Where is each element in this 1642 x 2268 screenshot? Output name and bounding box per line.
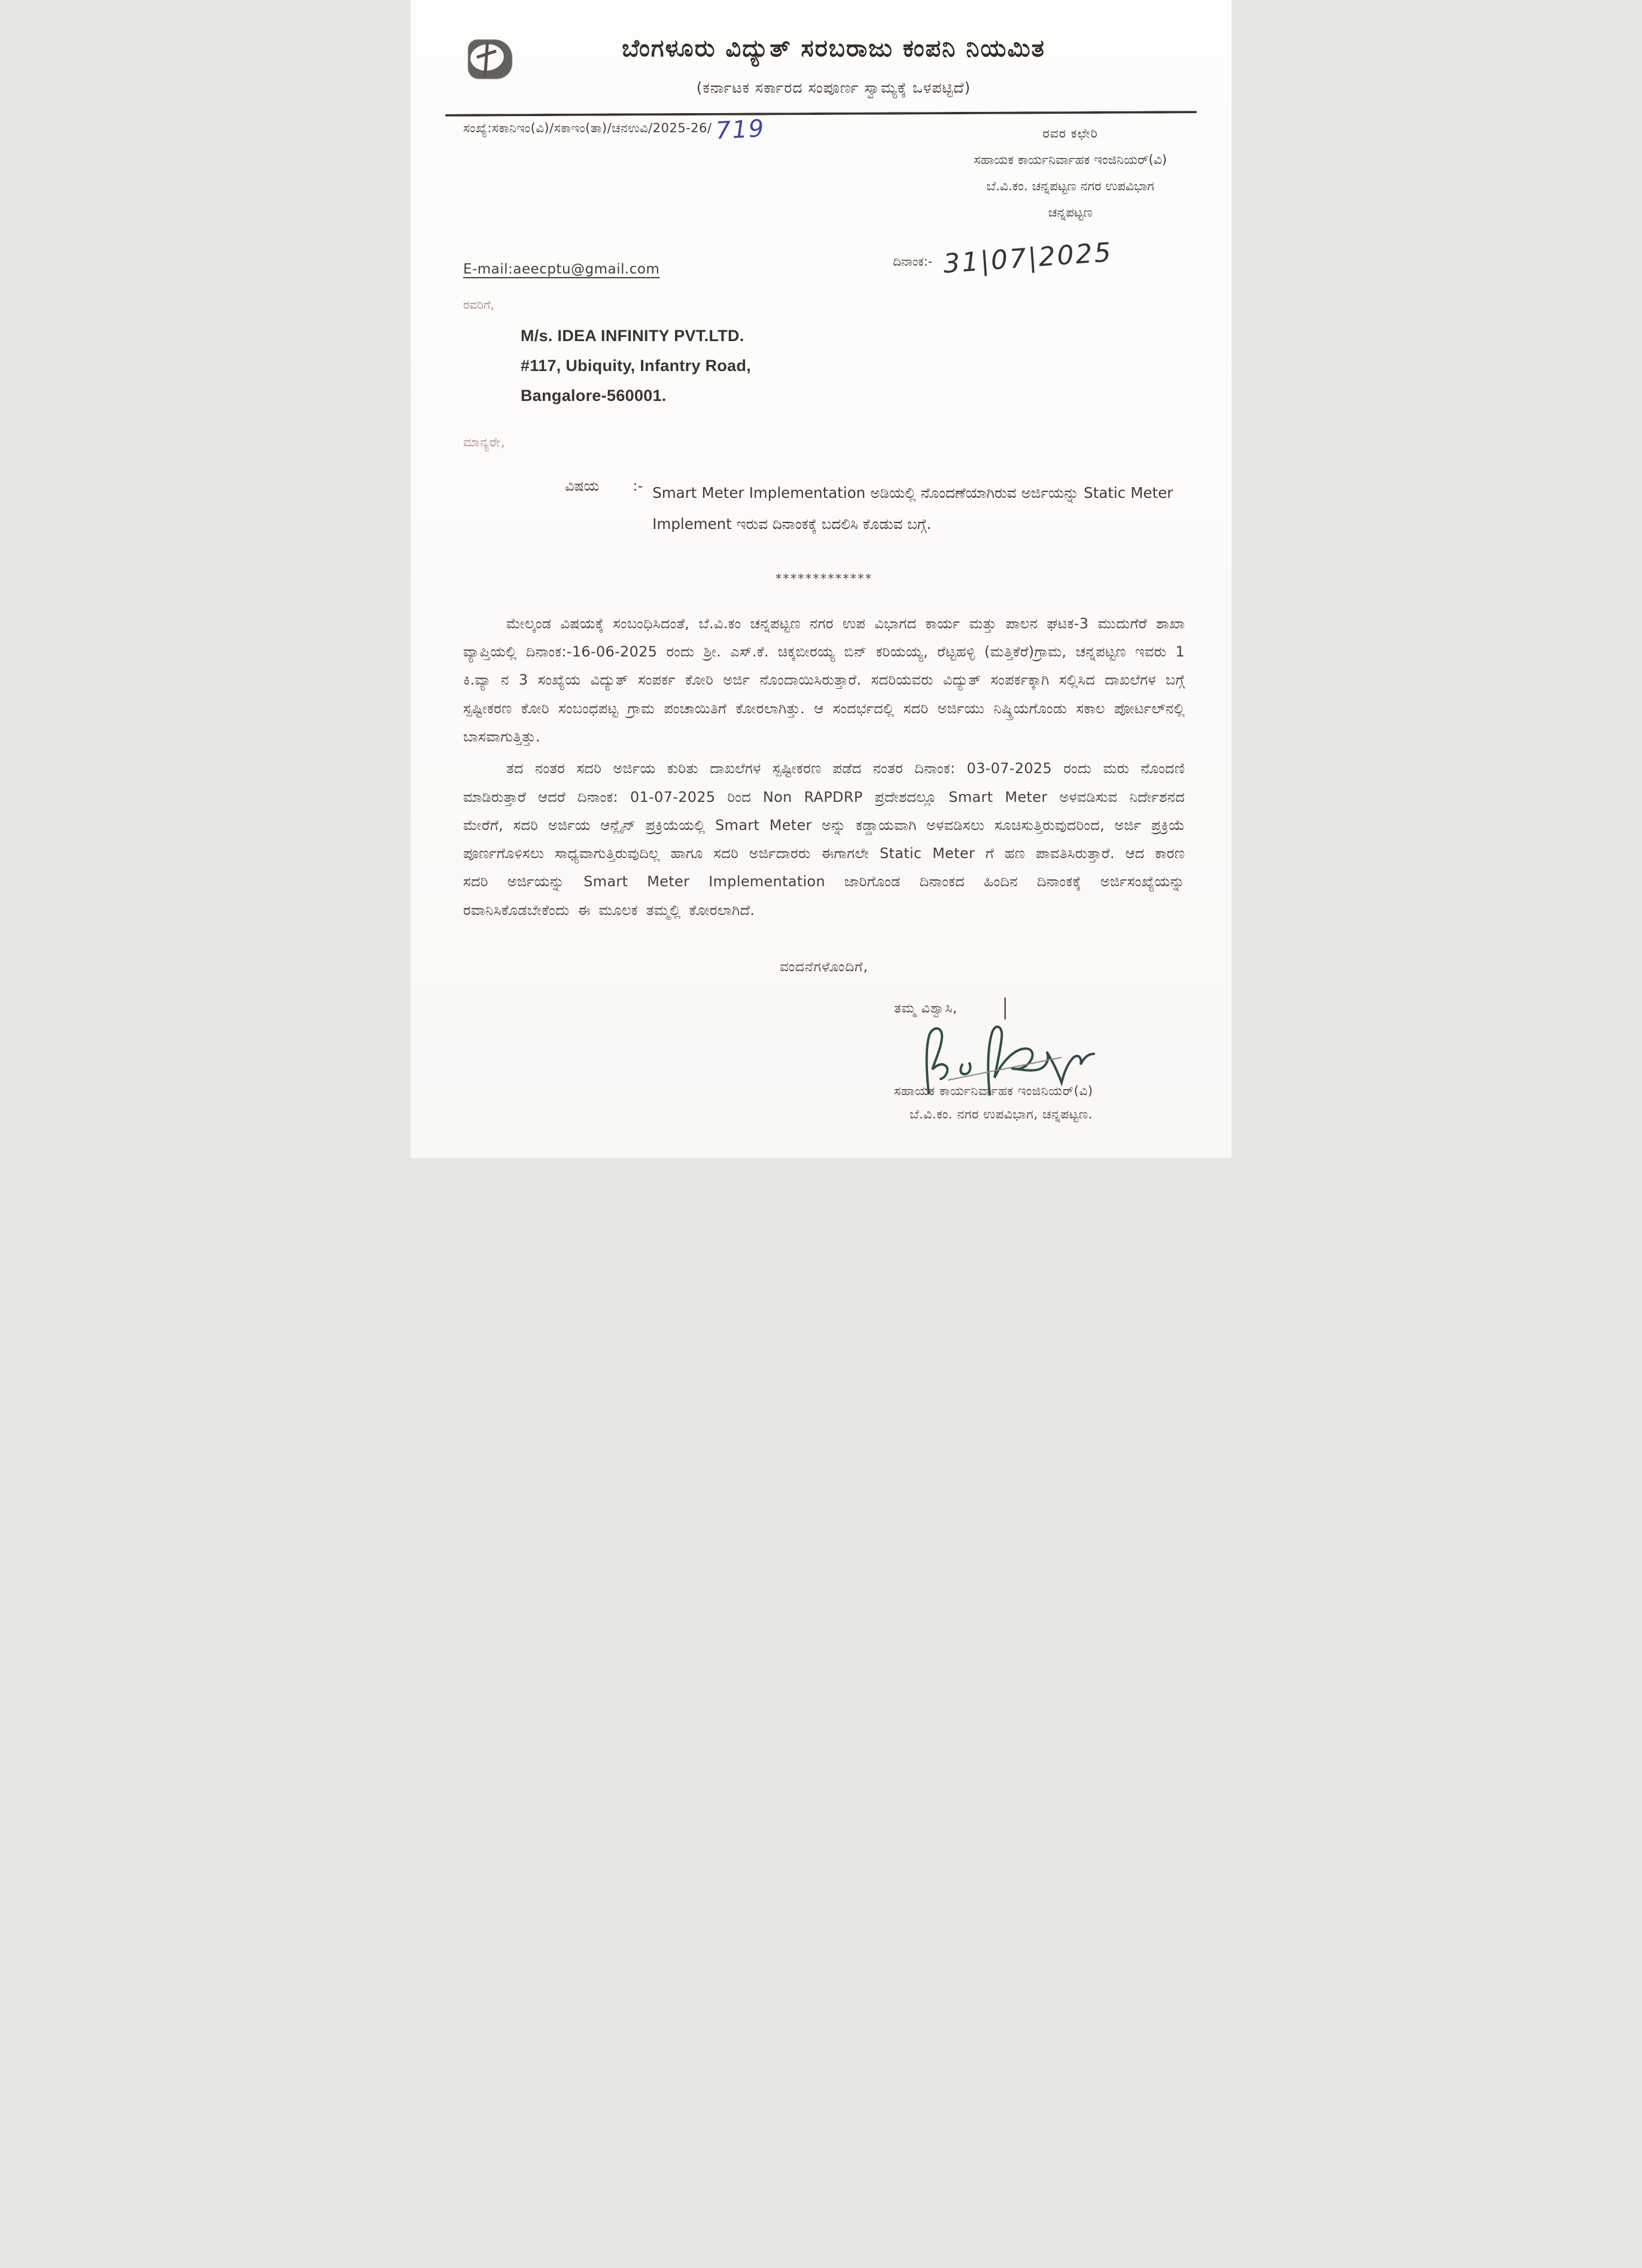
signatory-office: ಬೆ.ವಿ.ಕಂ. ನಗರ ಉಪವಿಭಾಗ, ಚನ್ನಪಟ್ಟಣ.: [910, 1106, 1093, 1122]
date-label: ದಿನಾಂಕ:-: [893, 254, 933, 269]
addressee-line-3: Bangalore-560001.: [521, 387, 667, 405]
office-line-1: ರವರ ಕಛೇರಿ: [1042, 126, 1098, 141]
star-divider: *************: [775, 571, 873, 586]
date-block: [893, 237, 1114, 280]
subject-separator: :-: [633, 478, 643, 495]
stray-pen-mark: |: [1002, 995, 1008, 1020]
signatory-designation: ಸಹಾಯಕ ಕಾರ್ಯನಿರ್ವಾಹಕ ಇಂಜಿನಿಯರ್(ವಿ): [894, 1083, 1093, 1099]
handwritten-date: 31|07|2025: [942, 237, 1114, 280]
signature-block: [894, 995, 1185, 1122]
email-address: E-mail:aeecptu@gmail.com: [463, 262, 660, 278]
handwritten-outward-number: 719: [714, 114, 766, 145]
issuing-office-block: [974, 121, 1167, 226]
office-line-2: ಸಹಾಯಕ ಕಾರ್ಯನಿರ್ವಾಹಕ ಇಂಜಿನಿಯರ್(ವಿ): [974, 153, 1167, 168]
letterhead: [463, 29, 1185, 97]
reference-number: [463, 114, 766, 226]
reference-number-label: ಸಂಖ್ಯೆ:ಸಕಾನಿಇಂ(ವಿ)/ಸಕಾಇಂ(ತಾ)/ಚನಉವಿ/2025-26/: [463, 121, 712, 135]
closing-regards: ವಂದನೆಗಳೊಂದಿಗೆ,: [780, 959, 868, 975]
greeting: ಮಾನ್ಯರೇ,: [463, 435, 506, 450]
header-divider: [445, 111, 1197, 116]
closing-faithfully: ತಮ್ಮ ವಿಶ್ವಾಸಿ,: [894, 1001, 958, 1016]
body-paragraph-1: ಮೇಲ್ಕಂಡ ವಿಷಯಕ್ಕೆ ಸಂಬಂಧಿಸಿದಂತೆ, ಬೆ.ವಿ.ಕಂ ಚನ್ನಪಟ್ಟಣ ನಗರ ಉಪ ವಿಭಾಗದ ಕಾರ್ಯ ಮತ್ತು ಪಾಲನ ಘಟಕ-3 ಮುದುಗೆರೆ ಶಾಖಾ ವ್ಯಾಪ್ತಿಯಲ್ಲಿ ದಿನಾಂಕ:-16-06-2025 ರಂದು ಶ್ರೀ. ಎಸ್.ಕೆ. ಚಿಕ್ಕಬೀರಯ್ಯ ಬಿನ್ ಕರಿಯಯ್ಯ, ರೆಟ್ಟಹಳ್ಳಿ (ಮತ್ತಿಕೆರೆ)ಗ್ರಾಮ, ಚನ್ನಪಟ್ಟಣ ಇವರು 1 ಕಿ.ವ್ಯಾ ನ 3 ಸಂಖ್ಯೆಯ ವಿದ್ಯುತ್ ಸಂಪರ್ಕ ಕೋರಿ ಅರ್ಜಿ ನೊಂದಾಯಿಸಿರುತ್ತಾರೆ. ಸದರಿಯವರು ವಿದ್ಯುತ್ ಸಂಪರ್ಕಕ್ಕಾಗಿ ಸಲ್ಲಿಸಿದ ದಾಖಲೆಗಳ ಬಗ್ಗೆ ಸ್ಪಷ್ಟೀಕರಣ ಕೋರಿ ಸಂಬಂಧಪಟ್ಟ ಗ್ರಾಮ ಪಂಚಾಯಿತಿಗೆ ಕೋರಲಾಗಿತ್ತು. ಆ ಸಂದರ್ಭದಲ್ಲಿ ಸದರಿ ಅರ್ಜಿಯು ನಿಷ್ಕ್ರಿಯಗೊಂಡು ಸಕಾಲ ಪೋರ್ಟಲ್‌ನಲ್ಲಿ ಬಾಸವಾಗುತ್ತಿತ್ತು.: [463, 615, 1185, 745]
bescom-logo-icon: [463, 37, 518, 85]
to-salutation: ರವರಿಗೆ,: [463, 297, 494, 312]
addressee-line-2: #117, Ubiquity, Infantry Road,: [521, 357, 752, 375]
company-title: ಬೆಂಗಳೂರು ವಿದ್ಯುತ್ ಸರಬರಾಜು ಕಂಪನಿ ನಿಯಮಿತ: [622, 35, 1045, 62]
addressee-line-1: M/s. IDEA INFINITY PVT.LTD.: [521, 327, 744, 345]
subject-text: Smart Meter Implementation ಅಡಿಯಲ್ಲಿ ನೊಂದಣೆಯಾಗಿರುವ ಅರ್ಜಿಯನ್ನು Static Meter Implement ಇರುವ ದಿನಾಂಕಕ್ಕೆ ಬದಲಿಸಿ ಕೊಡುವ ಬಗ್ಗೆ.: [652, 484, 1173, 533]
body-paragraph-2: ತದ ನಂತರ ಸದರಿ ಅರ್ಜಿಯ ಕುರಿತು ದಾಖಲೆಗಳ ಸ್ಪಷ್ಟೀಕರಣ ಪಡೆದ ನಂತರ ದಿನಾಂಕ: 03-07-2025 ರಂದು ಮರು ನೊಂದಣಿ ಮಾಡಿರುತ್ತಾರೆ ಆದರೆ ದಿನಾಂಕ: 01-07-2025 ರಿಂದ Non RAPDRP ಪ್ರದೇಶದಲ್ಲೂ Smart Meter ಅಳವಡಿಸುವ ನಿರ್ದೇಶನದ ಮೇರೆಗೆ, ಸದರಿ ಅರ್ಜಿಯ ಆನ್ಲೈನ್ ಪ್ರಕ್ರಿಯೆಯಲ್ಲಿ Smart Meter ಅನ್ನು ಕಡ್ಡಾಯವಾಗಿ ಅಳವಡಿಸಲು ಸೂಚಿಸುತ್ತಿರುವುದರಿಂದ, ಅರ್ಜಿ ಪ್ರಕ್ರಿಯೆ ಪೂರ್ಣಗೊಳಿಸಲು ಸಾಧ್ಯವಾಗುತ್ತಿರುವುದಿಲ್ಲ ಹಾಗೂ ಸದರಿ ಅರ್ಜಿದಾರರು ಈಗಾಗಲೇ Static Meter ಗೆ ಹಣ ಪಾವತಿಸಿರುತ್ತಾರೆ. ಆದ ಕಾರಣ ಸದರಿ ಅರ್ಜಿಯನ್ನು Smart Meter Implementation ಜಾರಿಗೊಂಡ ದಿನಾಂಕದ ಹಿಂದಿನ ದಿನಾಂಕಕ್ಕೆ ಅರ್ಜಿಸಂಖ್ಯೆಯನ್ನು ರವಾನಿಸಿಕೊಡಬೇಕೆಂದು ಈ ಮೂಲಕ ತಮ್ಮಲ್ಲಿ ಕೋರಲಾಗಿದೆ.: [463, 760, 1185, 919]
office-line-3: ಬೆ.ವಿ.ಕಂ. ಚನ್ನಪಟ್ಟಣ ನಗರ ಉಪವಿಭಾಗ: [986, 179, 1154, 194]
addressee-block: [521, 321, 1185, 411]
scanned-letter-page: [410, 0, 1232, 1158]
subject-block: [565, 478, 1185, 539]
subject-label: ವಿಷಯ: [565, 478, 600, 495]
office-line-4: ಚನ್ನಪಟ್ಟಣ: [1048, 205, 1093, 221]
company-subtitle: (ಕರ್ನಾಟಕ ಸರ್ಕಾರದ ಸಂಪೂರ್ಣ ಸ್ವಾಮ್ಯಕ್ಕೆ ಒಳಪಟ್ಟಿದೆ): [696, 79, 971, 96]
